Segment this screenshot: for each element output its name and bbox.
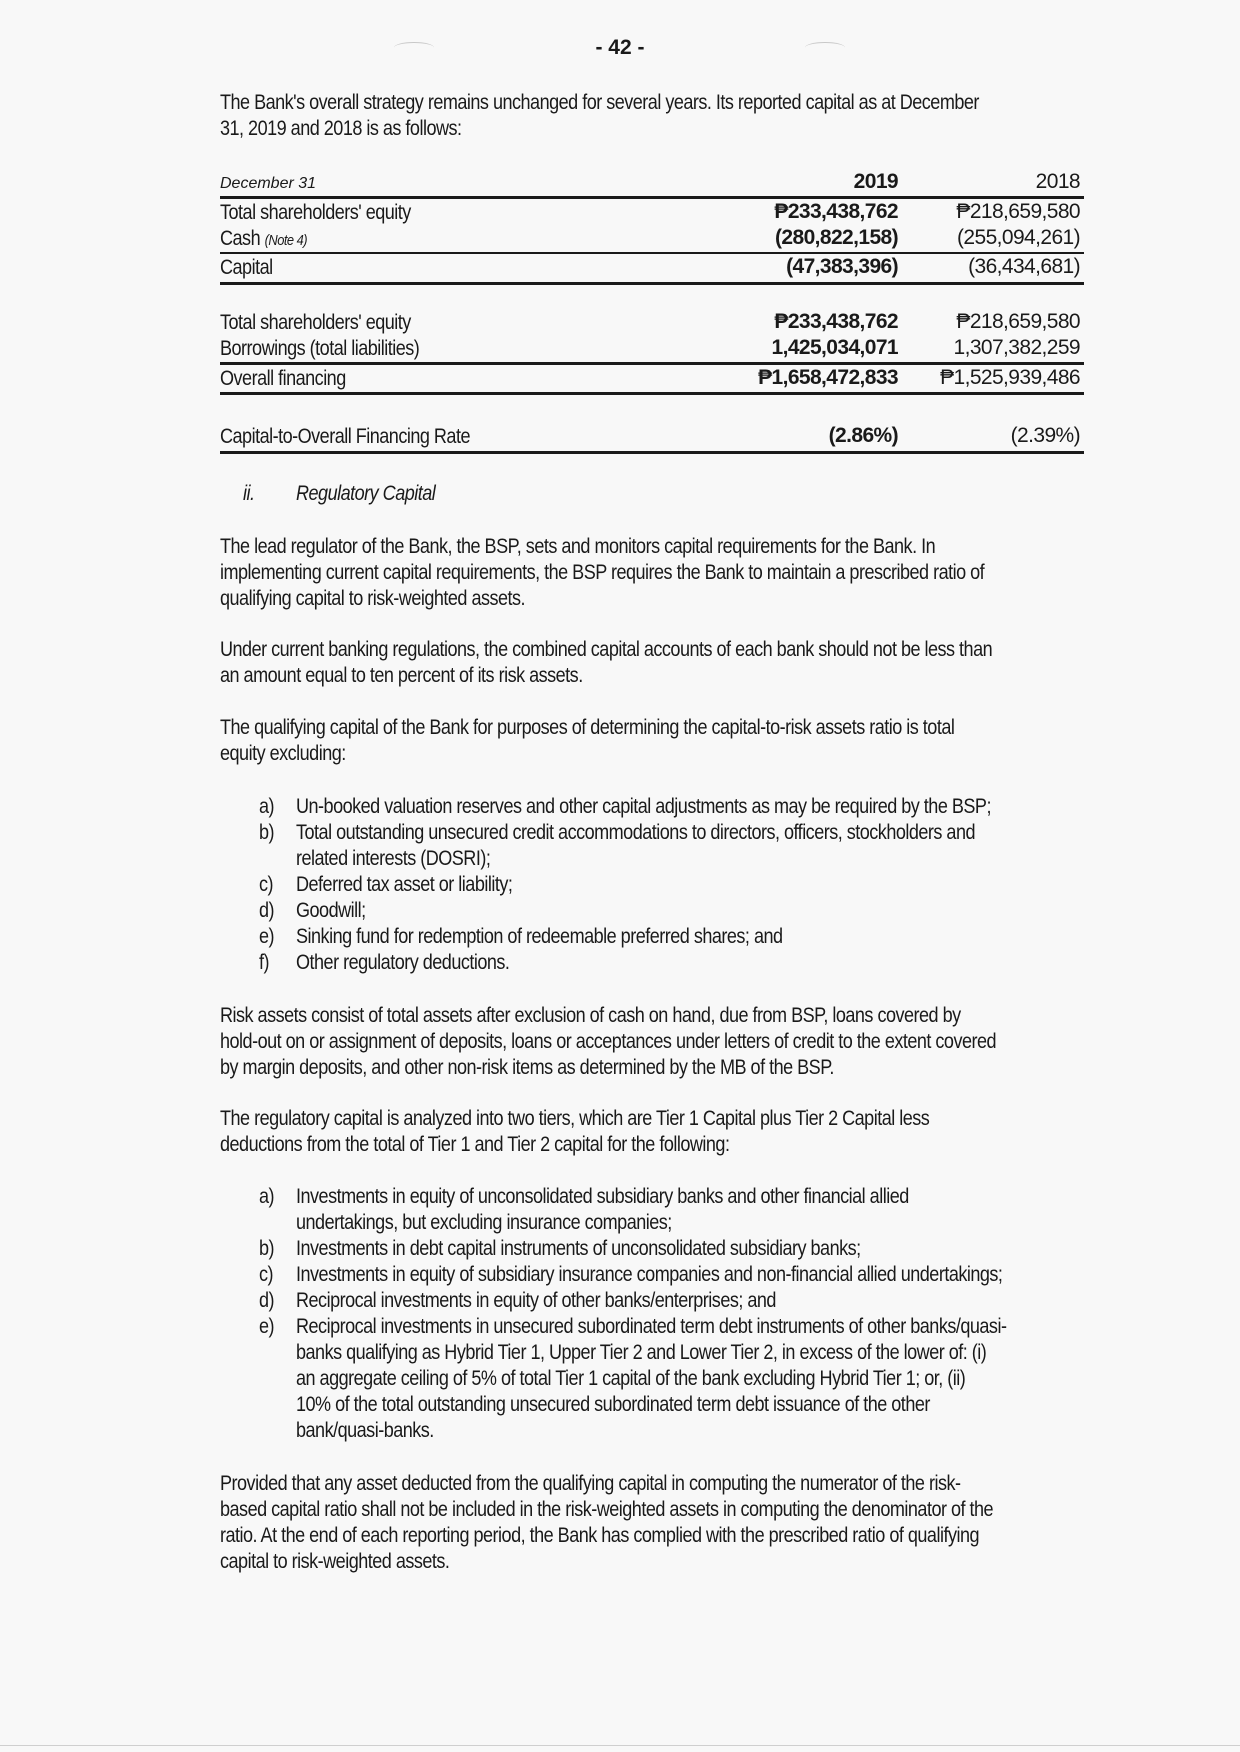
list-item-cont: banks qualifying as Hybrid Tier 1, Upper Tier 2 and Lower Tier 2, in excess of the lower of: (i) [296,1341,987,1364]
rule [220,362,1084,365]
list-item-cont: 10% of the total outstanding unsecured subordinated term debt issuance of the other [296,1393,930,1416]
list-item: Deferred tax asset or liability; [296,873,513,896]
para2-line: an amount equal to ten percent of its risk assets. [220,664,583,687]
row-label: Total shareholders' equity [220,311,411,334]
para1-line: The lead regulator of the Bank, the BSP, sets and monitors capital requirements for the Bank. In [220,535,936,558]
value-2019: (280,822,158) [775,226,898,249]
para4-line: hold-out on or assignment of deposits, loans or acceptances under letters of credit to the extent covered [220,1030,997,1053]
scan-artifact [805,42,845,53]
list-marker: c) [259,1263,274,1286]
para2-line: Under current banking regulations, the combined capital accounts of each bank should not be less than [220,638,993,661]
list-marker: e) [259,1315,275,1338]
intro-line-1: The Bank's overall strategy remains unchanged for several years. Its reported capital as at December [220,91,979,114]
para6-line: Provided that any asset deducted from the qualifying capital in computing the numerator of the risk- [220,1472,961,1495]
list-item: Un-booked valuation reserves and other capital adjustments as may be required by the BSP; [296,795,991,818]
value-2019: (47,383,396) [786,255,898,278]
capital-table [220,170,1084,460]
para1-line: implementing current capital requirements, the BSP requires the Bank to maintain a prescribed ratio of [220,561,985,584]
row-label: Total shareholders' equity [220,201,411,224]
header-2019: 2019 [853,170,898,193]
list-marker: f) [259,951,270,974]
list-marker: a) [259,1185,275,1208]
table-row [220,226,1084,252]
para4-line: Risk assets consist of total assets after exclusion of cash on hand, due from BSP, loans covered by [220,1004,961,1027]
header-2018: 2018 [1035,170,1080,193]
list-item: Sinking fund for redemption of redeemable preferred shares; and [296,925,783,948]
value-2018: (36,434,681) [968,255,1080,278]
list-item: Goodwill; [296,899,366,922]
para3-line: The qualifying capital of the Bank for purposes of determining the capital-to-risk assets ratio is total [220,716,955,739]
value-2018: ₱218,659,580 [956,310,1080,333]
list-item: Reciprocal investments in equity of other banks/enterprises; and [296,1289,776,1312]
para1-line: qualifying capital to risk-weighted assets. [220,587,526,610]
list-marker: b) [259,1237,275,1260]
value-2018: ₱1,525,939,486 [940,366,1080,389]
value-2019: (2.86%) [828,424,898,447]
para3-line: equity excluding: [220,742,346,765]
row-label: Capital-to-Overall Financing Rate [220,425,470,448]
list-item: Investments in debt capital instruments of unconsolidated subsidiary banks; [296,1237,861,1260]
list-item: Investments in equity of unconsolidated subsidiary banks and other financial allied [296,1185,909,1208]
list-item-cont: an aggregate ceiling of 5% of total Tier 1 capital of the bank excluding Hybrid Tier 1; or, (ii) [296,1367,966,1390]
value-2019: ₱233,438,762 [774,310,898,333]
row-label [220,226,307,254]
value-2018: 1,307,382,259 [953,336,1080,359]
value-2018: ₱218,659,580 [956,200,1080,223]
para6-line: ratio. At the end of each reporting period, the Bank has complied with the prescribed ratio of qualifying [220,1524,980,1547]
rule [220,451,1084,454]
intro-line-2: 31, 2019 and 2018 is as follows: [220,117,462,140]
list-item: Investments in equity of subsidiary insurance companies and non-financial allied undertakings; [296,1263,1003,1286]
row-label: Overall financing [220,367,346,390]
rule [220,392,1084,395]
value-2018: (255,094,261) [957,226,1080,249]
table-row [220,310,1084,336]
list-marker: e) [259,925,275,948]
scan-artifact [394,42,434,53]
list-item: Reciprocal investments in unsecured subordinated term debt instruments of other banks/quasi- [296,1315,1007,1338]
value-2019: ₱1,658,472,833 [758,366,898,389]
value-2018: (2.39%) [1010,424,1080,447]
table-row [220,366,1084,392]
list-item: Other regulatory deductions. [296,951,510,974]
section-numeral: ii. [243,482,255,505]
list-marker: b) [259,821,275,844]
value-2019: 1,425,034,071 [771,336,898,359]
para6-line: capital to risk-weighted assets. [220,1550,450,1573]
scan-edge-line [0,1745,1240,1746]
para4-line: by margin deposits, and other non-risk items as determined by the MB of the BSP. [220,1056,834,1079]
list-item-cont: related interests (DOSRI); [296,847,491,870]
table-row [220,200,1084,226]
para5-line: The regulatory capital is analyzed into two tiers, which are Tier 1 Capital plus Tier 2 Capital less [220,1107,930,1130]
rule [220,252,1084,254]
table-header-row [220,170,1084,196]
list-marker: a) [259,795,275,818]
rule [220,282,1084,285]
table-row [220,336,1084,362]
list-item-cont: undertakings, but excluding insurance companies; [296,1211,672,1234]
list-marker: c) [259,873,274,896]
table-row-rate [220,424,1084,450]
row-label: Borrowings (total liabilities) [220,337,420,360]
para5-line: deductions from the total of Tier 1 and Tier 2 capital for the following: [220,1133,730,1156]
note-reference: (Note 4) [264,232,308,249]
list-marker: d) [259,899,275,922]
section-heading: Regulatory Capital [296,482,436,505]
header-date-label: December 31 [220,175,317,192]
list-marker: d) [259,1289,275,1312]
table-row [220,255,1084,281]
list-item: Total outstanding unsecured credit accommodations to directors, officers, stockholders and [296,821,976,844]
para6-line: based capital ratio shall not be included in the risk-weighted assets in computing the denominator of the [220,1498,994,1521]
row-label: Capital [220,256,273,279]
list-item-cont: bank/quasi-banks. [296,1419,434,1442]
page-number: - 42 - [595,36,645,59]
rule [220,196,1084,199]
row-label-text: Cash [220,227,261,250]
value-2019: ₱233,438,762 [774,200,898,223]
